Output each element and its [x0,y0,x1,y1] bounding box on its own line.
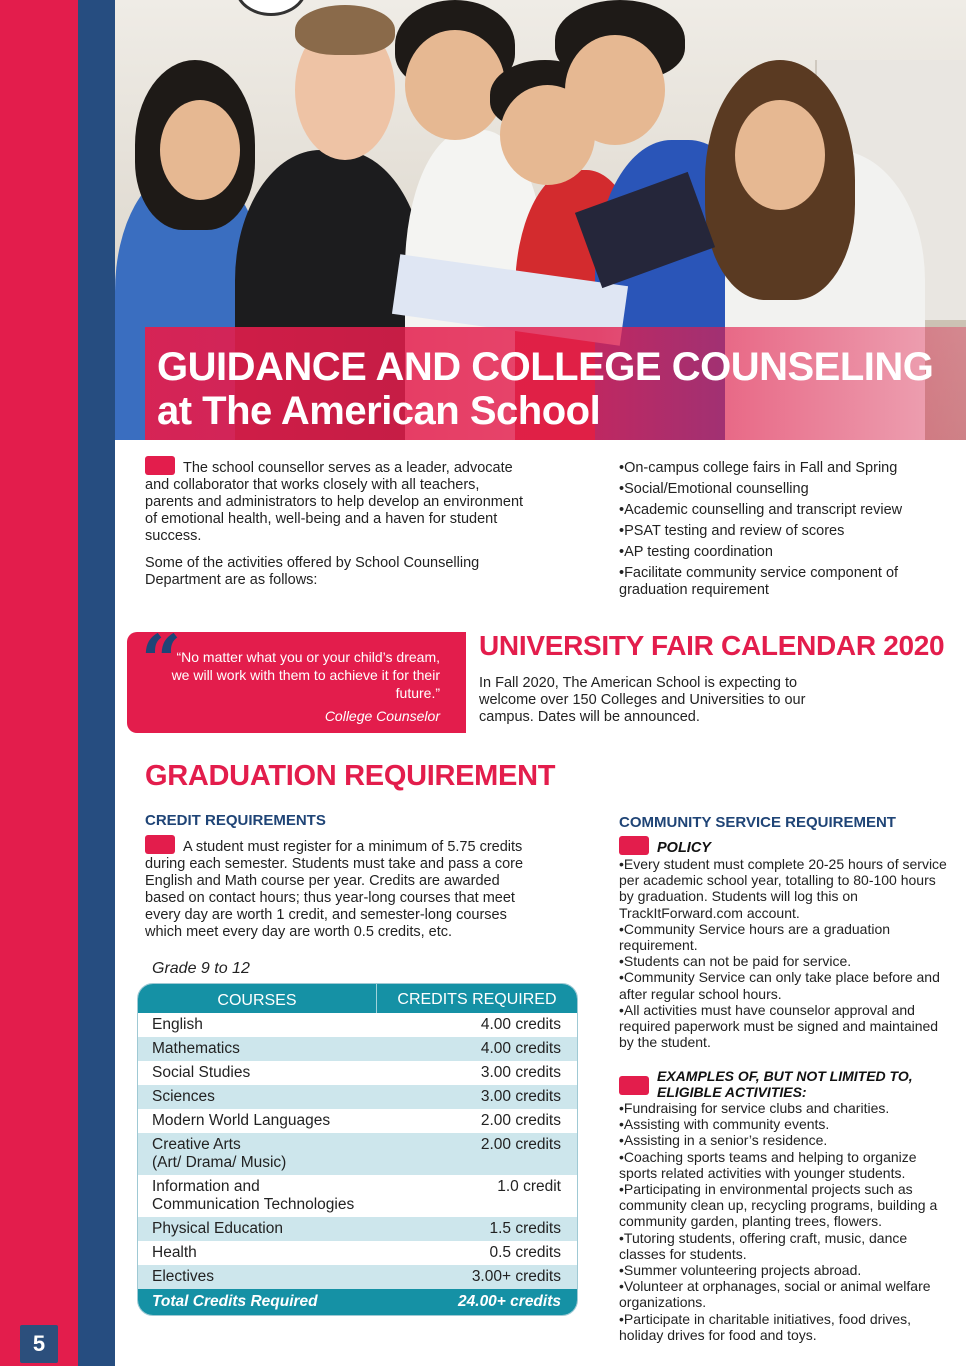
credit-requirements-text [145,835,530,941]
course-credits: 4.00 credits [480,1040,561,1057]
table-row [138,1085,577,1109]
grade-label: Grade 9 to 12 [152,960,250,977]
list-item: • Assisting with community events. [619,1116,949,1132]
course-credits: 3.00 credits [480,1088,561,1105]
policy-title: POLICY [657,840,711,856]
quote-text: “No matter what you or your child’s dream, we will work with them to achieve it for their future.” [171,649,440,701]
credit-text-body: A student must register for a minimum of 5.75 credits during each semester. Students must take and pass a core English and Math course per year. Credits are awarded based on contact hours; thus year-long courses that meet every day are worth 1 credit, and semester-long courses which meet every day are worth 0.5 credits, etc. [145,839,524,940]
list-item: • Every student must complete 20-25 hours of service per academic school year, totalling to 80-100 hours by graduation. Students will log this on TrackItForward.com account. [619,856,949,921]
list-item: • Participating in environmental projects such as community clean up, recycling programs, building a community garden, planting trees, flowers. [619,1181,949,1230]
credits-table [137,983,578,1316]
list-item: • PSAT testing and review of scores [619,523,949,540]
table-row [138,1133,577,1175]
table-row [138,1109,577,1133]
list-item: • Coaching sports teams and helping to organize sports related activities with younger students. [619,1149,949,1181]
red-tag-icon [145,835,175,854]
quote-mark-icon: “ [141,619,182,702]
course-name: Creative Arts (Art/ Drama/ Music) [152,1136,287,1171]
fair-text: In Fall 2020, The American School is expecting to welcome over 150 Colleges and Universities to our campus. Dates will be announced. [479,675,806,725]
course-name: Social Studies [152,1064,251,1081]
list-item: • AP testing coordination [619,544,949,561]
intro-paragraph-1 [145,456,525,545]
table-header [138,984,577,1013]
course-name: Information and Communication Technologies [152,1178,355,1213]
fair-title: UNIVERSITY FAIR CALENDAR 2020 [479,630,945,661]
course-credits: 3.00+ credits [471,1268,561,1285]
page-title-line2: at The American School [157,389,601,433]
policy-heading [619,836,949,856]
list-item: • Fundraising for service clubs and charities. [619,1100,949,1116]
list-item: • Students can not be paid for service. [619,953,949,969]
page-title [157,345,933,433]
left-red-stripe [0,0,78,1366]
course-credits: 3.00 credits [480,1064,561,1081]
policy-section [619,836,949,1050]
red-tag-icon [619,1076,649,1095]
header-courses: COURSES [138,983,377,1015]
total-value: 24.00+ credits [458,1293,561,1310]
course-name: Health [152,1244,197,1261]
list-item: • All activities must have counselor approval and required paperwork must be signed and maintained by the student. [619,1002,949,1051]
course-name: English [152,1016,203,1033]
header-credits: CREDITS REQUIRED [397,991,557,1008]
table-row [138,1037,577,1061]
table-row [138,1217,577,1241]
activities-list [619,460,949,603]
credit-requirements-title: CREDIT REQUIREMENTS [145,812,326,829]
table-row [138,1061,577,1085]
left-blue-stripe [78,0,115,1366]
table-row [138,1265,577,1289]
course-name: Modern World Languages [152,1112,331,1129]
intro-section [145,456,525,599]
table-row [138,1013,577,1037]
intro-paragraph-2: Some of the activities offered by School Counselling Department are as follows: [145,555,480,588]
examples-heading [619,1068,949,1100]
graduation-title: GRADUATION REQUIREMENT [145,760,556,792]
list-item: • Summer volunteering projects abroad. [619,1262,949,1278]
quote-box [127,619,466,733]
list-item: • Assisting in a senior’s residence. [619,1132,949,1148]
examples-title: EXAMPLES OF, BUT NOT LIMITED TO, ELIGIBLE ACTIVITIES: [657,1068,913,1100]
course-credits: 2.00 credits [480,1112,561,1129]
course-name: Electives [152,1268,215,1285]
course-credits: 1.0 credit [497,1178,561,1195]
red-tag-icon [145,456,175,475]
list-item: • On-campus college fairs in Fall and Spring [619,460,949,477]
community-service-title: COMMUNITY SERVICE REQUIREMENT [619,814,896,831]
quote-author: College Counselor [324,708,440,724]
page-title-line1: GUIDANCE AND COLLEGE COUNSELING [157,345,934,389]
course-name: Physical Education [152,1220,283,1237]
table-row [138,1241,577,1265]
table-total-row [138,1289,577,1315]
hero-title-band [145,327,966,440]
page-number: 5 [20,1325,58,1363]
course-credits: 0.5 credits [489,1244,561,1261]
list-item: • Social/Emotional counselling [619,481,949,498]
course-name: Sciences [152,1088,215,1105]
intro-paragraph-1-text: The school counsellor serves as a leader, advocate and collaborator that works closely with all teachers, parents and administrators to help develop an environment of emotional health, well-being and a haven for student success. [145,460,524,544]
list-item: • Tutoring students, offering craft, music, dance classes for students. [619,1230,949,1262]
examples-section [619,1068,949,1343]
list-item: • Facilitate community service component of graduation requirement [619,565,949,599]
table-row [138,1175,577,1217]
list-item: • Participate in charitable initiatives, food drives, holiday drives for food and toys. [619,1311,949,1343]
course-credits: 1.5 credits [489,1220,561,1237]
course-name: Mathematics [152,1040,240,1057]
examples-list [619,1100,949,1343]
policy-list [619,856,949,1050]
list-item: • Community Service hours are a graduation requirement. [619,921,949,953]
total-label: Total Credits Required [152,1293,318,1310]
list-item: • Academic counselling and transcript review [619,502,949,519]
red-tag-icon [619,836,649,855]
list-item: • Community Service can only take place before and after regular school hours. [619,969,949,1001]
course-credits: 4.00 credits [480,1016,561,1033]
course-credits: 2.00 credits [480,1136,561,1153]
list-item: • Volunteer at orphanages, social or animal welfare organizations. [619,1278,949,1310]
